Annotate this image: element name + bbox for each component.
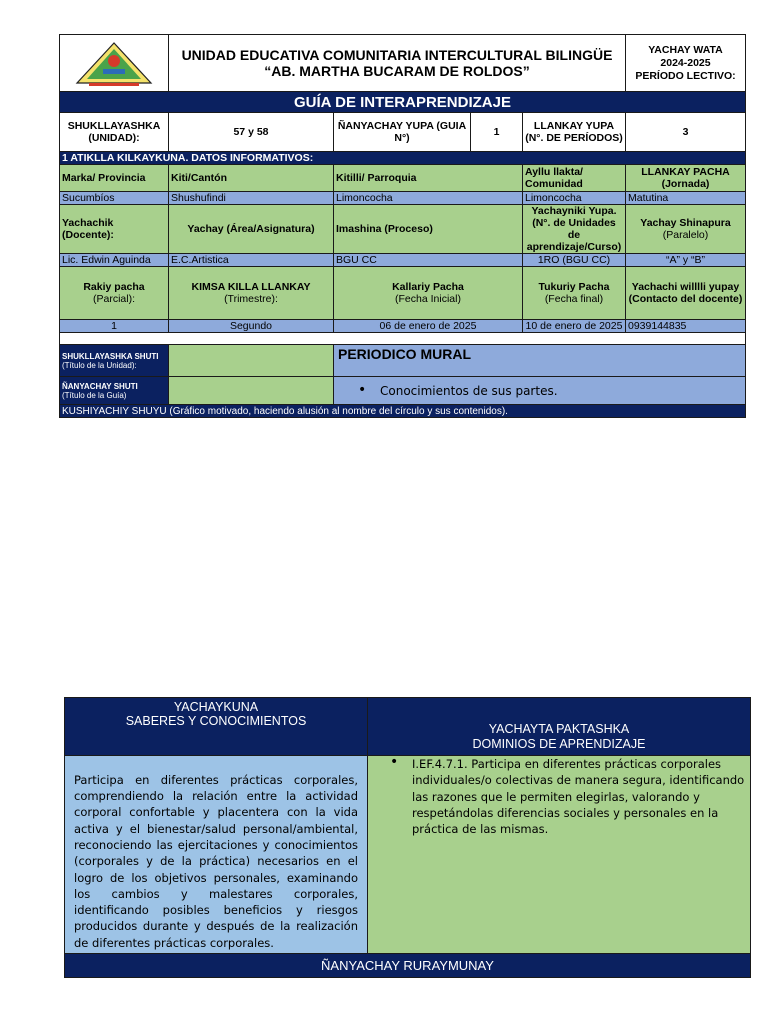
end-date-label: Tukuriy Pacha xyxy=(538,281,610,293)
unit-title-label: SHUKLLAYASHKA SHUTI xyxy=(62,351,159,361)
end-date-label-cell xyxy=(523,267,626,320)
guide-info-table xyxy=(59,34,746,418)
course-value: 1RO (BGU CC) xyxy=(523,254,626,267)
dominios-header xyxy=(368,698,751,756)
partial-label: Rakiy pacha xyxy=(83,281,145,293)
dominios-header-sub: DOMINIOS DE APRENDIZAJE xyxy=(472,736,646,751)
contact-label: Yachachi willlli yupay (Contacto del docente) xyxy=(626,267,746,320)
saberes-header-sub: SABERES Y CONOCIMIENTOS xyxy=(125,714,307,728)
guide-number-value: 1 xyxy=(471,113,523,152)
section-title: 1 ATIKLLA KILKAYKUNA. DATOS INFORMATIVOS: xyxy=(60,152,746,165)
parallel-label: Yachay Shinapura xyxy=(640,217,731,229)
school-name: UNIDAD EDUCATIVA COMUNITARIA INTERCULTURAL BILINGÜE xyxy=(181,47,613,63)
school-name-cell xyxy=(169,35,626,92)
province-label: Marka/ Provincia xyxy=(60,165,169,192)
school-logo-icon xyxy=(73,37,155,89)
parallel-label-cell xyxy=(626,205,746,254)
trimester-label-cell xyxy=(169,267,334,320)
knowledge-table xyxy=(64,697,751,978)
year-value: 2024-2025 xyxy=(660,56,711,69)
start-date-label-sub: (Fecha Inicial) xyxy=(395,293,461,305)
shift-value: Matutina xyxy=(626,192,746,205)
start-date-label: Kallariy Pacha xyxy=(392,281,464,293)
guide-title-label-cell xyxy=(60,377,169,405)
periods-value: 3 xyxy=(626,113,746,152)
guide-title-value-cell xyxy=(334,377,746,405)
unit-title-value-cell xyxy=(334,345,746,377)
end-date-label-sub: (Fecha final) xyxy=(544,293,604,305)
periods-label: LLANKAY YUPA (N°. DE PERÍODOS) xyxy=(523,113,626,152)
end-date-value: 10 de enero de 2025 xyxy=(523,320,626,333)
start-date-value: 06 de enero de 2025 xyxy=(334,320,523,333)
trimester-label: KIMSA KILLA LLANKAY xyxy=(191,281,311,293)
canton-label: Kiti/Cantón xyxy=(169,165,334,192)
unit-title-green-cell xyxy=(169,345,334,377)
guide-title-green-cell xyxy=(169,377,334,405)
contact-value: 0939144835 xyxy=(626,320,746,333)
kushiyachiy-row: KUSHIYACHIY SHUYU (Gráfico motivado, haciendo alusión al nombre del círculo y sus contenidos). xyxy=(60,405,746,418)
guide-title-label: ÑANYACHAY SHUTI xyxy=(62,381,138,391)
year-label: YACHAY WATA xyxy=(648,43,723,56)
guide-number-label: ÑANYACHAY YUPA (GUIA N°) xyxy=(334,113,471,152)
course-label: Yachayniki Yupa. xyxy=(531,205,617,217)
saberes-header xyxy=(65,698,368,756)
saberes-header-title: YACHAYKUNA xyxy=(173,700,259,714)
teacher-label: Yachachik (Docente): xyxy=(60,205,169,254)
parish-value: Limoncocha xyxy=(334,192,523,205)
partial-label-cell xyxy=(60,267,169,320)
community-value: Limoncocha xyxy=(523,192,626,205)
school-year-cell xyxy=(626,35,746,92)
dominios-header-title: YACHAYTA PAKTASHKA xyxy=(488,721,630,736)
guide-title-value: • Conocimientos de sus partes. xyxy=(380,384,743,398)
subject-value: E.C.Artistica xyxy=(169,254,334,267)
guide-banner xyxy=(60,92,746,113)
trimester-value: Segundo xyxy=(169,320,334,333)
trimester-label-sub: (Trimestre): xyxy=(224,293,278,305)
dominios-list xyxy=(368,756,746,837)
canton-value: Shushufindi xyxy=(169,192,334,205)
parallel-label-sub: (Paralelo) xyxy=(662,229,709,241)
guide-banner-text: GUÍA DE INTERAPRENDIZAJE xyxy=(294,93,511,111)
partial-label-sub: (Parcial): xyxy=(92,293,135,305)
guide-title-sub: (Título de la Guía) xyxy=(62,390,127,400)
process-value: BGU CC xyxy=(334,254,523,267)
province-value: Sucumbíos xyxy=(60,192,169,205)
saberes-cell xyxy=(65,756,368,954)
community-label: Ayllu llakta/ Comunidad xyxy=(523,165,626,192)
parish-label: Kitilli/ Parroquia xyxy=(334,165,523,192)
parallel-value: “A” y “B” xyxy=(626,254,746,267)
unit-title-value: PERIODICO MURAL xyxy=(338,346,471,362)
unit-label: SHUKLLAYASHKA (UNIDAD): xyxy=(60,113,169,152)
school-subname: “AB. MARTHA BUCARAM DE ROLDOS” xyxy=(264,63,530,79)
spacer-row xyxy=(60,333,746,345)
dominio-item: • I.EF.4.7.1. Participa en diferentes prácticas corporales individuales/o colectivas de manera segura, identificando las razones que le permiten elegirlas, valorando y respetándolas diferencias sociales y personales en la práctica de las mismas. xyxy=(412,756,746,837)
school-logo xyxy=(62,37,166,89)
course-label-cell xyxy=(523,205,626,254)
saberes-text: Participa en diferentes prácticas corporales, comprendiendo la relación entre la actividad corporal confortable y placentera con la vida activa y el bienestar/salud personal/ambiental, reconociendo las ejercitaciones y conocimientos (corporales y de la práctica) necesarios en el logro de los objetivos personales, examinando los cambios y malestares corporales, identificando posibles beneficios y riesgos producidos durante y después de la realización de diferentes prácticas corporales. xyxy=(74,772,358,950)
course-label-sub: (N°. de Unidades de aprendizaje/Curso) xyxy=(526,217,622,253)
dominios-cell xyxy=(368,756,751,954)
unit-title-sub: (Título de la Unidad): xyxy=(62,360,137,370)
activities-header: ÑANYACHAY RURAYMUNAY xyxy=(65,954,751,978)
subject-label: Yachay (Área/Asignatura) xyxy=(169,205,334,254)
school-logo-cell xyxy=(60,35,169,92)
shift-label: LLANKAY PACHA (Jornada) xyxy=(626,165,746,192)
start-date-label-cell xyxy=(334,267,523,320)
partial-value: 1 xyxy=(60,320,169,333)
guide-title-list xyxy=(336,384,743,398)
unit-title-label-cell xyxy=(60,345,169,377)
teacher-value: Lic. Edwin Aguinda xyxy=(60,254,169,267)
process-label: Imashina (Proceso) xyxy=(334,205,523,254)
unit-value: 57 y 58 xyxy=(169,113,334,152)
period-label: PERÍODO LECTIVO: xyxy=(635,69,736,82)
